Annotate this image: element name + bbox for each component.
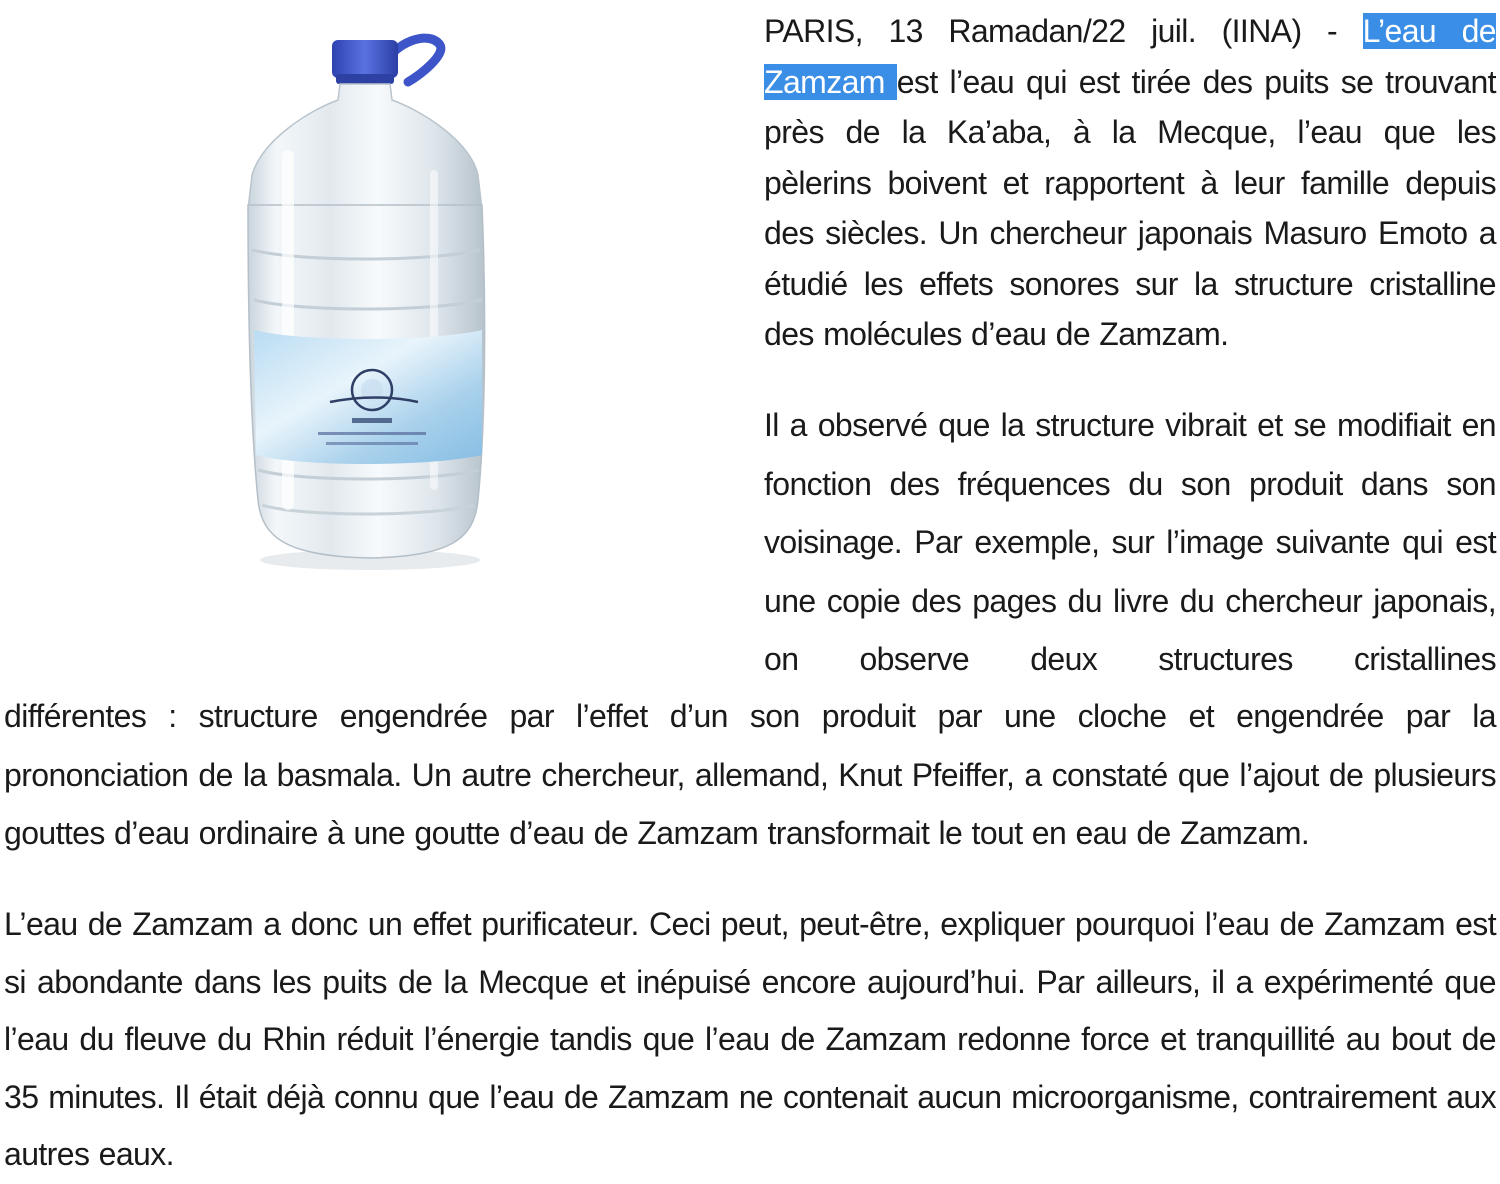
dateline: PARIS, 13 Ramadan/22 juil. (IINA) - <box>764 13 1363 49</box>
zamzam-bottle-image <box>0 0 760 600</box>
article-paragraph-conclusion: L’eau de Zamzam a donc un effet purificateur. Ceci peut, peut-être, expliquer pourquoi l’eau de Zamzam est si abondante dans les puits de la Mecque et inépuisé encore aujourd’hui. Par ailleurs, il a expérimenté que l’eau du fleuve du Rhin réduit l’énergie tandis que l’eau de Zamzam redonne force et tranquillité au bout de 35 minutes. Il était déjà connu que l’eau de Zamzam ne contenait aucun microorganisme, contrairement aux autres eaux. <box>4 906 1496 1172</box>
article-paragraph-observation: Il a observé que la structure vibrait et se modifiait en fonction des fréquences du son produit dans son voisinage. Par exemple, sur l’image suivante qui est une copie des pages du livre du chercheur japonais, on observe deux structures cristallines <box>764 407 1496 677</box>
selected-text[interactable]: L’eau de Zamzam <box>764 13 1496 100</box>
article-paragraph-observation-continued: différentes : structure engendrée par l’effet d’un son produit par une cloche et engendrée par la prononciation de la basmala. Un autre chercheur, allemand, Knut Pfeiffer, a constaté que l’ajout de plusieurs gouttes d’eau ordinaire à une goutte d’eau de Zamzam transformait le tout en eau de Zamzam. <box>4 698 1496 851</box>
intro-text: est l’eau qui est tirée des puits se trouvant près de la Ka’aba, à la Mecque, l’eau que les pèlerins boivent et rapportent à leur famille depuis des siècles. Un chercheur japonais Masuro Emoto a étudié les effets sonores sur la structure cristalline des molécules d’eau de Zamzam. <box>764 63 1496 352</box>
article-paragraph-intro <box>764 6 1496 360</box>
